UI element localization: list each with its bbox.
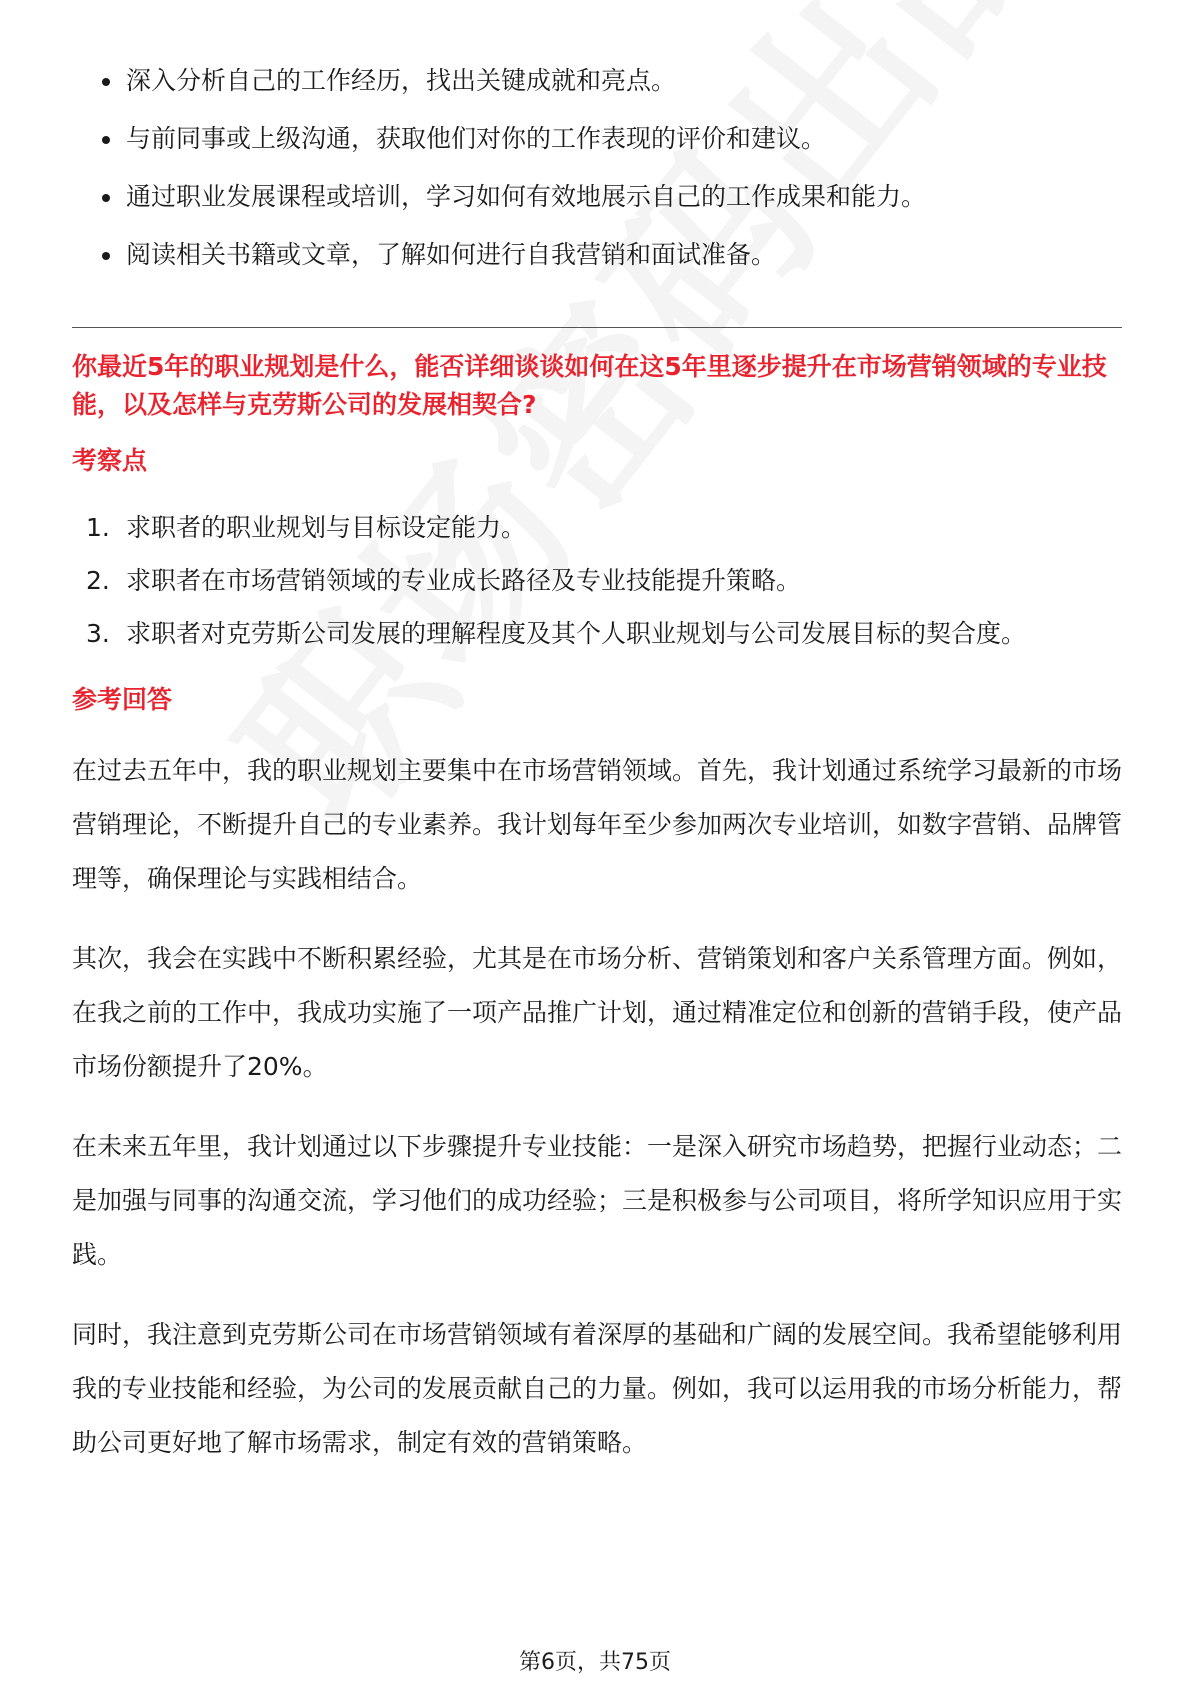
list-item (72, 226, 1122, 284)
bullet-icon (102, 194, 110, 202)
page-number: 第6页，共75页 (519, 1650, 671, 1675)
list-item-text: 深入分析自己的工作经历，找出关键成就和亮点。 (126, 66, 677, 95)
list-item-text: 求职者对克劳斯公司发展的理解程度及其个人职业规划与公司发展目标的契合度。 (126, 619, 1027, 648)
list-number: 3. (86, 619, 110, 648)
list-number: 1. (86, 513, 110, 542)
list-item (72, 501, 1122, 554)
bullet-icon (102, 78, 110, 86)
answer-heading: 参考回答 (72, 685, 173, 714)
assessment-heading: 考察点 (72, 446, 148, 475)
list-item (72, 168, 1122, 226)
list-item (72, 554, 1122, 607)
list-number: 2. (86, 566, 110, 595)
list-item-text: 求职者的职业规划与目标设定能力。 (126, 513, 527, 542)
question-heading: 你最近5年的职业规划是什么，能否详细谈谈如何在这5年里逐步提升在市场营销领域的专业技能，以及怎样与克劳斯公司的发展相契合? (72, 352, 1107, 419)
list-item-text: 与前同事或上级沟通，获取他们对你的工作表现的评价和建议。 (126, 124, 827, 153)
list-item (72, 607, 1122, 660)
answer-paragraph: 同时，我注意到克劳斯公司在市场营销领域有着深厚的基础和广阔的发展空间。我希望能够利用我的专业技能和经验，为公司的发展贡献自己的力量。例如，我可以运用我的市场分析能力，帮助公司更好地了解市场需求，制定有效的营销策略。 (72, 1320, 1123, 1457)
list-item-text: 阅读相关书籍或文章，了解如何进行自我营销和面试准备。 (126, 240, 777, 269)
list-item-text: 通过职业发展课程或培训，学习如何有效地展示自己的工作成果和能力。 (126, 182, 927, 211)
answer-paragraph: 其次，我会在实践中不断积累经验，尤其是在市场分析、营销策划和客户关系管理方面。例如，在我之前的工作中，我成功实施了一项产品推广计划，通过精准定位和创新的营销手段，使产品市场份额提升了20%。 (72, 944, 1123, 1081)
page-content (72, 52, 1122, 1470)
answer-paragraph: 在过去五年中，我的职业规划主要集中在市场营销领域。首先，我计划通过系统学习最新的市场营销理论，不断提升自己的专业素养。我计划每年至少参加两次专业培训，如数字营销、品牌管理等，确保理论与实践相结合。 (72, 756, 1123, 893)
tips-list (72, 52, 1122, 284)
list-item (72, 110, 1122, 168)
bullet-icon (102, 252, 110, 260)
assessment-list (72, 501, 1122, 660)
answer-paragraph: 在未来五年里，我计划通过以下步骤提升专业技能：一是深入研究市场趋势，把握行业动态；二是加强与同事的沟通交流，学习他们的成功经验；三是积极参与公司项目，将所学知识应用于实践。 (72, 1132, 1123, 1269)
bullet-icon (102, 136, 110, 144)
list-item-text: 求职者在市场营销领域的专业成长路径及专业技能提升策略。 (126, 566, 802, 595)
section-divider (72, 327, 1122, 328)
list-item (72, 52, 1122, 110)
